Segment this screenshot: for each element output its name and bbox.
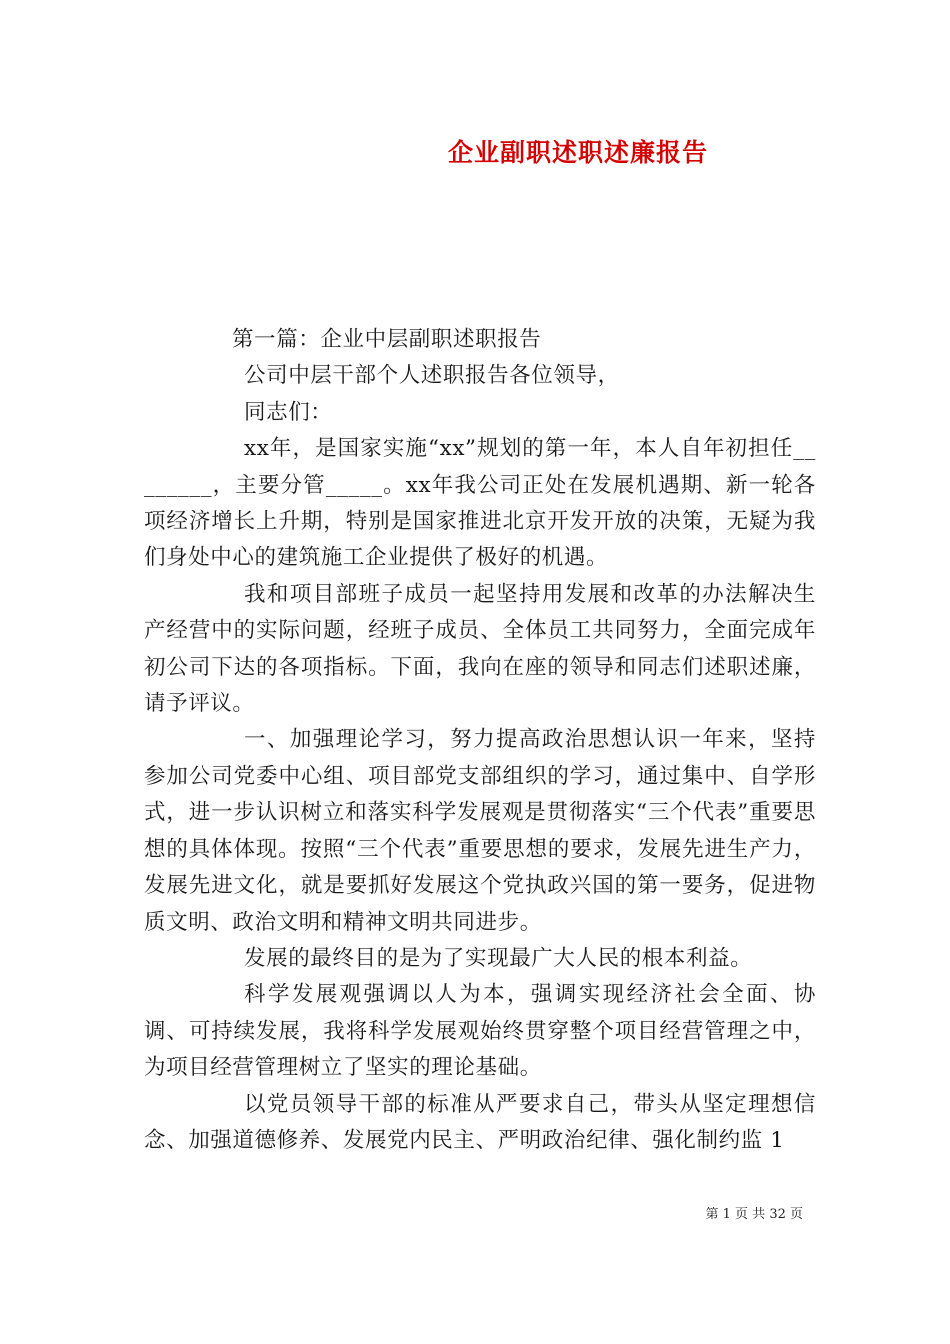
page-number: 第 1 页 共 32 页 [705, 1207, 803, 1222]
section-heading: 第一篇：企业中层副职述职报告 [232, 327, 542, 352]
paragraph: 一、加强理论学习，努力提高政治思想认识一年来，坚持参加公司党委中心组、项目部党支部组织的学习，通过集中、自学形式，进一步认识树立和落实科学发展观是贯彻落实“三个代表”重要思想的具体体现。按照“三个代表”重要思想的要求，发展先进生产力，发展先进文化，就是要抓好发展这个党执政兴国的第一要务，促进物质文明、政治文明和精神文明共同进步。 [144, 727, 816, 935]
paragraph: 科学发展观强调以人为本，强调实现经济社会全面、协调、可持续发展，我将科学发展观始终贯穿整个项目经营管理之中，为项目经营管理树立了坚实的理论基础。 [144, 982, 816, 1081]
document-body [144, 322, 816, 1159]
document-title: 企业副职述职述廉报告 [448, 138, 709, 167]
paragraph: 公司中层干部个人述职报告各位领导， [244, 363, 620, 389]
paragraph: xx年，是国家实施“xx”规划的第一年，本人自年初担任________，主要分管_____。xx年我公司正处在发展机遇期、新一轮各项经济增长上升期，特别是国家推进北京开发开放的决策，无疑为我们身处中心的建筑施工企业提供了极好的机遇。 [144, 436, 816, 571]
paragraph: 同志们： [244, 399, 333, 425]
paragraph: 以党员领导干部的标准从严要求自己，带头从坚定理想信念、加强道德修养、发展党内民主、严明政治纪律、强化制约监 1 [144, 1091, 816, 1153]
paragraph: 我和项目部班子成员一起坚持用发展和改革的办法解决生产经营中的实际问题，经班子成员、全体员工共同努力，全面完成年初公司下达的各项指标。下面，我向在座的领导和同志们述职述廉，请予评议。 [144, 581, 816, 717]
paragraph: 发展的最终目的是为了实现最广大人民的根本利益。 [244, 945, 753, 971]
